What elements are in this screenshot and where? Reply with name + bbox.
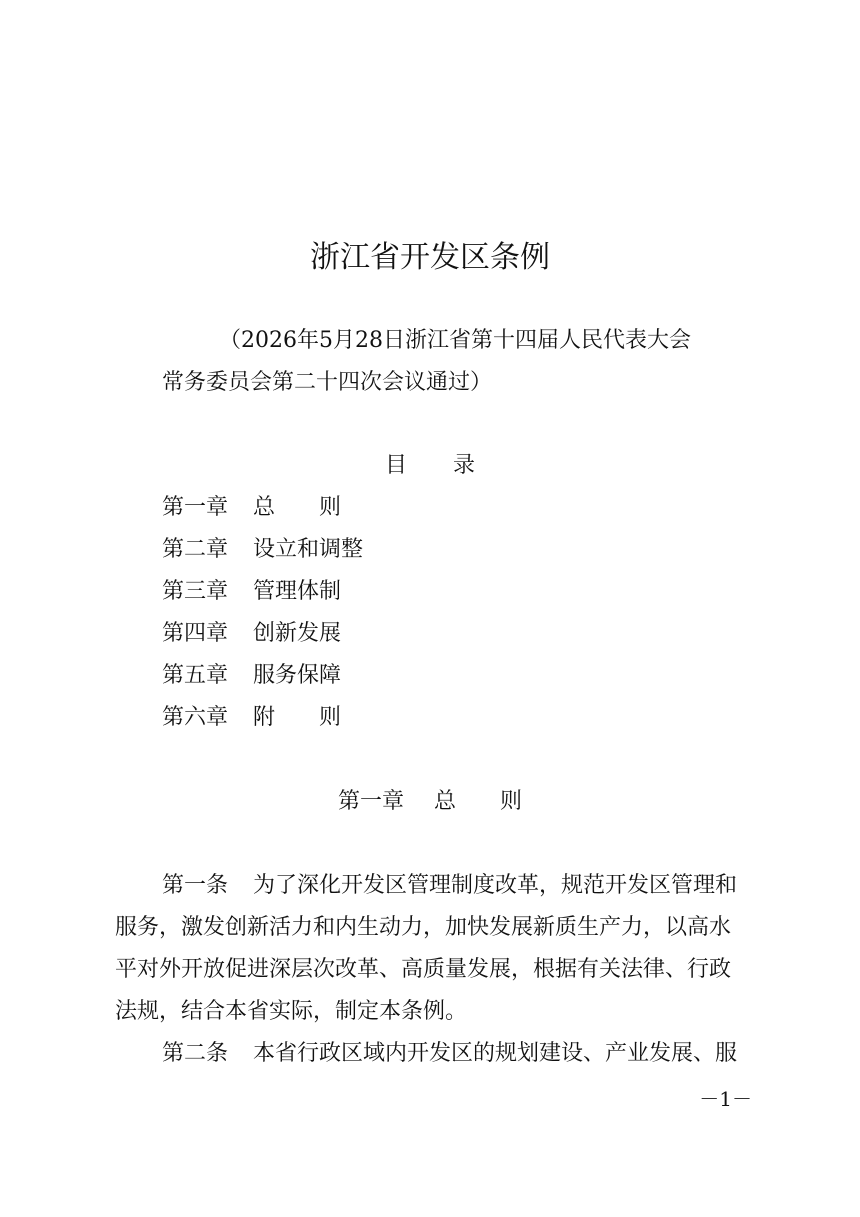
toc-chapter-name: 创新发展	[253, 621, 342, 646]
article-2-line-1	[115, 1038, 755, 1070]
article-text: 为了深化开发区管理制度改革，规范开发区管理和	[253, 873, 738, 898]
article-number: 第二条	[162, 1041, 229, 1066]
toc-chapter-number: 第三章	[162, 579, 229, 604]
toc-chapter-name: 服务保障	[253, 663, 342, 688]
toc-heading-right: 录	[453, 453, 476, 478]
adoption-note	[115, 325, 755, 399]
article-1-line-4: 法规，结合本省实际，制定本条例。	[115, 999, 468, 1024]
chapter-heading-name: 总 则	[433, 789, 522, 814]
chapter-heading	[0, 786, 860, 818]
article-text: 本省行政区域内开发区的规划建设、产业发展、服	[253, 1041, 738, 1066]
toc-chapter-name: 总 则	[253, 495, 342, 520]
toc-chapter-number: 第四章	[162, 621, 229, 646]
toc-item	[162, 534, 363, 566]
article-number: 第一条	[162, 873, 229, 898]
toc-item	[162, 618, 363, 650]
toc-chapter-name: 附 则	[253, 705, 342, 730]
toc-item	[162, 702, 363, 734]
toc-chapter-number: 第六章	[162, 705, 229, 730]
article-1-line-1	[115, 870, 755, 902]
adoption-note-line-2: 常务委员会第二十四次会议通过）	[162, 370, 493, 395]
body-text	[115, 870, 755, 1080]
toc-chapter-name: 设立和调整	[253, 537, 364, 562]
table-of-contents	[162, 492, 363, 744]
page-number: －1－	[699, 1087, 752, 1111]
toc-chapter-number: 第一章	[162, 495, 229, 520]
toc-item	[162, 576, 363, 608]
toc-chapter-number: 第五章	[162, 663, 229, 688]
toc-heading-left: 目	[384, 453, 407, 478]
toc-item	[162, 660, 363, 692]
toc-heading	[0, 450, 860, 482]
toc-item	[162, 492, 363, 524]
chapter-heading-number: 第一章	[337, 789, 404, 814]
adoption-note-line-1: （2026年5月28日浙江省第十四届人民代表大会	[219, 328, 691, 353]
toc-chapter-number: 第二章	[162, 537, 229, 562]
article-1-line-3: 平对外开放促进深层次改革、高质量发展，根据有关法律、行政	[115, 957, 732, 982]
toc-chapter-name: 管理体制	[253, 579, 342, 604]
document-title: 浙江省开发区条例	[310, 240, 550, 275]
article-1-line-2: 服务，激发创新活力和内生动力，加快发展新质生产力，以高水	[115, 915, 732, 940]
